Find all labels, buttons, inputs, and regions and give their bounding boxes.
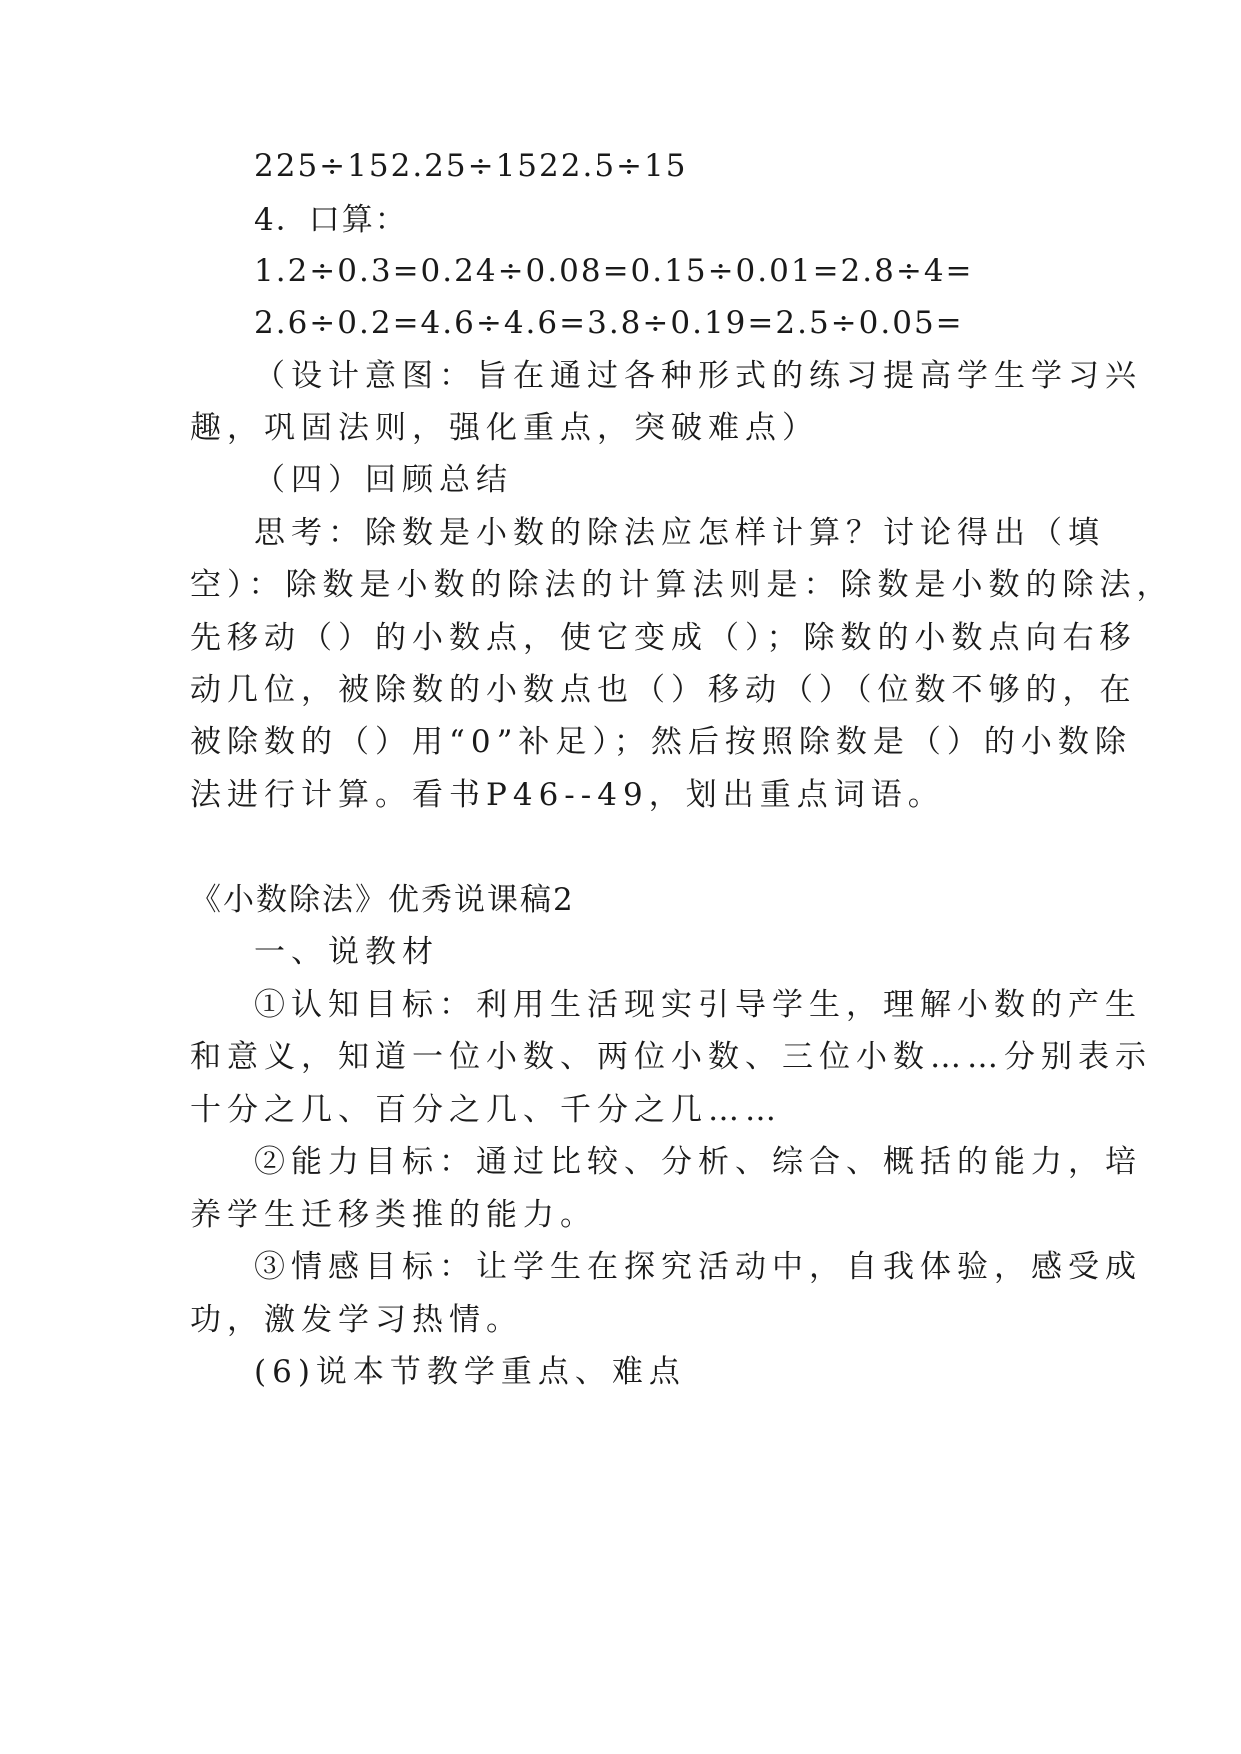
teaching-material-heading: 一、说教材 xyxy=(254,934,439,970)
thinking-paragraph-line-2: 空）：除数是小数的除法的计算法则是：除数是小数的除法， xyxy=(190,567,1174,603)
key-points-heading: (6)说本节教学重点、难点 xyxy=(254,1354,686,1390)
oral-calculation-row-2: 2.6÷0.2=4.6÷4.6=3.8÷0.19=2.5÷0.05= xyxy=(254,305,964,341)
cognitive-goal-line-2: 和意义，知道一位小数、两位小数、三位小数……分别表示 xyxy=(190,1039,1152,1075)
thinking-paragraph-line-3: 先移动（）的小数点，使它变成（）；除数的小数点向右移 xyxy=(190,620,1137,656)
thinking-paragraph-line-4: 动几位，被除数的小数点也（）移动（）（位数不够的，在 xyxy=(190,672,1137,708)
oral-calculation-heading: 4．口算： xyxy=(254,202,408,238)
division-problems-line: 225÷152.25÷1522.5÷15 xyxy=(254,148,688,184)
cognitive-goal-line-3: 十分之几、百分之几、千分之几…… xyxy=(190,1092,782,1128)
emotion-goal-line-1: ③情感目标：让学生在探究活动中，自我体验，感受成 xyxy=(254,1249,1142,1285)
thinking-paragraph-line-6: 法进行计算。看书P46--49，划出重点词语。 xyxy=(190,777,945,813)
oral-calculation-row-1: 1.2÷0.3=0.24÷0.08=0.15÷0.01=2.8÷4= xyxy=(254,253,974,289)
review-summary-heading: （四）回顾总结 xyxy=(254,462,513,498)
ability-goal-line-1: ②能力目标：通过比较、分析、综合、概括的能力，培 xyxy=(254,1144,1142,1180)
section-title: 《小数除法》优秀说课稿2 xyxy=(190,882,575,918)
ability-goal-line-2: 养学生迁移类推的能力。 xyxy=(190,1197,597,1233)
cognitive-goal-line-1: ①认知目标：利用生活现实引导学生，理解小数的产生 xyxy=(254,987,1142,1023)
design-intent-line-1: （设计意图：旨在通过各种形式的练习提高学生学习兴 xyxy=(254,358,1142,394)
emotion-goal-line-2: 功，激发学习热情。 xyxy=(190,1302,523,1338)
thinking-paragraph-line-5: 被除数的（）用“0”补足）；然后按照除数是（）的小数除 xyxy=(190,724,1132,760)
design-intent-line-2: 趣，巩固法则，强化重点，突破难点） xyxy=(190,410,819,446)
thinking-paragraph-line-1: 思考：除数是小数的除法应怎样计算？讨论得出（填 xyxy=(254,515,1105,551)
